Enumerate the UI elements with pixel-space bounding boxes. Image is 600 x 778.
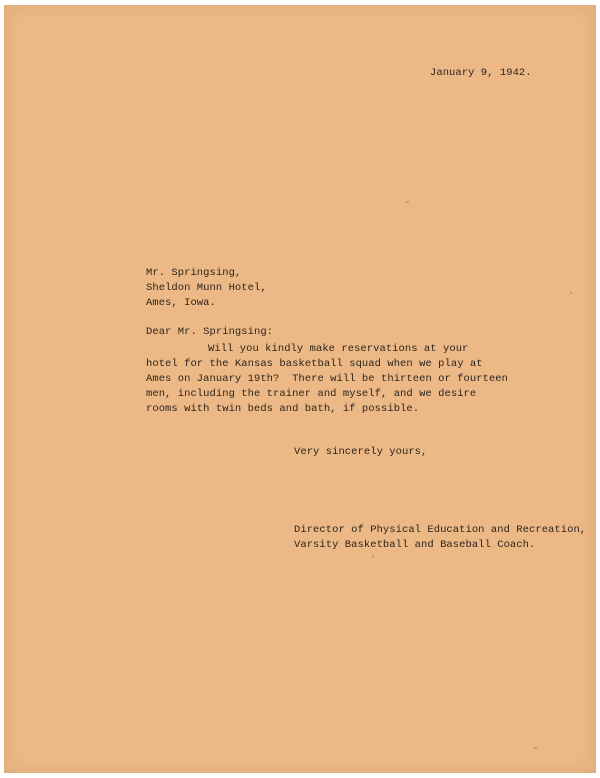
paper-speck bbox=[534, 747, 537, 749]
salutation: Dear Mr. Springsing: bbox=[146, 326, 274, 338]
signature-title-line-2: Varsity Basketball and Baseball Coach. bbox=[294, 539, 536, 551]
paper-speck bbox=[372, 555, 374, 558]
paper-speck bbox=[570, 292, 572, 294]
recipient-hotel: Sheldon Munn Hotel, bbox=[146, 282, 267, 294]
letter-date: January 9, 1942. bbox=[430, 67, 532, 79]
body-line-4: men, including the trainer and myself, and we desire bbox=[146, 388, 477, 400]
closing: Very sincerely yours, bbox=[294, 446, 428, 458]
body-line-2: hotel for the Kansas basketball squad when we play at bbox=[146, 358, 483, 370]
recipient-name: Mr. Springsing, bbox=[146, 267, 242, 279]
signature-title-line-1: Director of Physical Education and Recreation, bbox=[294, 524, 587, 536]
letter-page bbox=[4, 5, 596, 773]
body-line-1: Will you kindly make reservations at your bbox=[208, 343, 469, 355]
body-line-3: Ames on January 19th? There will be thirteen or fourteen bbox=[146, 373, 509, 385]
recipient-city: Ames, Iowa. bbox=[146, 297, 216, 309]
paper-speck bbox=[406, 201, 409, 203]
body-line-5: rooms with twin beds and bath, if possible. bbox=[146, 403, 420, 415]
